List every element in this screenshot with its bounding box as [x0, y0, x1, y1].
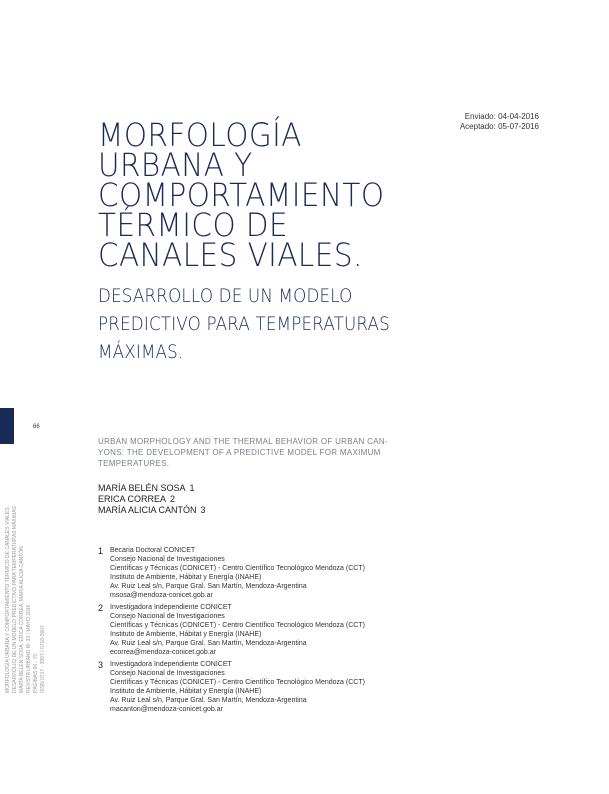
affiliation-line: Investigadora Independiente CONICET: [110, 604, 232, 611]
affiliation-line: Consejo Nacional de Investigaciones: [110, 556, 225, 563]
affiliation-line: Consejo Nacional de Investigaciones: [110, 613, 225, 620]
affiliation-block: [98, 603, 365, 657]
vertical-line: ISSN 0717 - 3997 / 0718-3607: [40, 625, 46, 693]
affiliation-number: 2: [98, 603, 104, 613]
title-line: COMPORTAMIENTO: [98, 176, 385, 214]
article-title: [98, 116, 385, 274]
side-color-bar: [0, 408, 14, 444]
english-title-line: URBAN MORPHOLOGY AND THE THERMAL BEHAVIOR OF URBAN CAN-: [98, 437, 388, 446]
affiliation-email: msosa@mendoza-conicet.gob.ar: [110, 592, 213, 599]
affiliation-line: Av. Ruiz Leal s/n, Parque Gral. San Martín, Mendoza-Argentina: [110, 583, 307, 590]
submission-dates: [460, 112, 539, 132]
affiliation-line: Instituto de Ambiente, Hábitat y Energía (INAHE): [110, 688, 262, 695]
page-number: 66: [33, 424, 40, 430]
vertical-running-header: [5, 506, 47, 693]
subtitle-line: DESARROLLO DE UN MODELO: [98, 285, 353, 307]
vertical-line: DESARROLLO DE UN MODELO PREDICTIVO PARA TEMPERATURAS MÁXIMAS: [12, 506, 18, 693]
accepted-date: Aceptado: 05-07-2016: [459, 122, 539, 131]
affiliation-line: Instituto de Ambiente, Hábitat y Energía (INAHE): [110, 574, 262, 581]
author-name: MARÍA ALICIA CANTÓN: [98, 505, 197, 515]
title-line: TÉRMICO DE: [98, 206, 289, 244]
english-title-line: TEMPERATURES.: [98, 459, 170, 468]
affiliation-line: Científicas y Técnicas (CONICET) - Centro Científico Tecnológico Mendoza (CCT): [110, 565, 365, 572]
affiliation-line: Investigadora Independiente CONICET: [110, 661, 232, 668]
vertical-line: REVISTA URBANO Nº 33 / MAYO 2016: [26, 604, 32, 693]
title-line: MORFOLOGÍA: [98, 116, 302, 154]
author: [98, 505, 206, 516]
affiliation-number: 3: [98, 660, 104, 670]
affiliation-email: macanton@mendoza-conicet.gob.ar: [110, 706, 223, 713]
subtitle-line: MÁXIMAS.: [98, 341, 184, 363]
affiliation-line: Instituto de Ambiente, Hábitat y Energía (INAHE): [110, 631, 262, 638]
article-subtitle: [98, 282, 390, 366]
vertical-line: MARÍA BELÉN SOSA, ERICA CORREA, MARÍA ALICIA CANTÓN: [19, 546, 25, 693]
title-line: URBANA Y: [98, 146, 253, 184]
vertical-line: PÁGINAS 66 - 75: [33, 653, 39, 693]
author-name: ERICA CORREA: [98, 494, 167, 504]
author-name: MARÍA BELÉN SOSA: [98, 483, 186, 493]
affiliation-email: ecorrea@mendoza-conicet.gob.ar: [110, 649, 216, 656]
author-number: 1: [189, 483, 195, 493]
author-number: 3: [200, 505, 206, 515]
affiliation-line: Av. Ruiz Leal s/n, Parque Gral. San Martín, Mendoza-Argentina: [110, 640, 307, 647]
affiliation-line: Científicas y Técnicas (CONICET) - Centro Científico Tecnológico Mendoza (CCT): [110, 622, 365, 629]
affiliation-block: [98, 546, 365, 600]
author: [98, 483, 206, 494]
vertical-line: MORFOLOGÍA URBANA Y COMPORTAMIENTO TÉRMICO DE CANALES VIALES.: [5, 506, 11, 693]
author-number: 2: [170, 494, 176, 504]
subtitle-line: PREDICTIVO PARA TEMPERATURAS: [98, 313, 390, 335]
affiliation-line: Consejo Nacional de Investigaciones: [110, 670, 225, 677]
author-list: [98, 483, 206, 516]
affiliation-line: Científicas y Técnicas (CONICET) - Centro Científico Tecnológico Mendoza (CCT): [110, 679, 365, 686]
title-line: CANALES VIALES.: [98, 236, 363, 274]
affiliation-number: 1: [98, 546, 104, 556]
affiliation-line: Av. Ruiz Leal s/n, Parque Gral. San Martín, Mendoza-Argentina: [110, 697, 307, 704]
sent-date: Enviado: 04-04-2016: [464, 112, 539, 121]
english-title-line: YONS: THE DEVELOPMENT OF A PREDICTIVE MODEL FOR MAXIMUM: [98, 448, 381, 457]
english-title: [98, 436, 428, 469]
affiliation-line: Becaria Doctoral CONICET: [110, 547, 196, 554]
author: [98, 494, 206, 505]
affiliation-block: [98, 660, 365, 714]
